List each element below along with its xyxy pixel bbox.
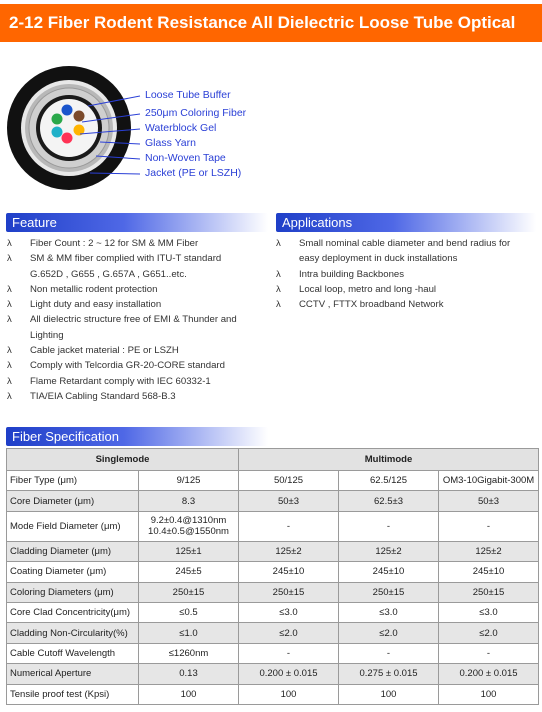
spec-cell: ≤2.0 xyxy=(239,623,339,643)
applications-item-text: Small nominal cable diameter and bend radius for xyxy=(299,238,511,249)
spec-cell: 50±3 xyxy=(239,491,339,511)
feature-list xyxy=(7,236,269,404)
spec-row xyxy=(7,491,539,511)
fiber-spec-heading: Fiber Specification xyxy=(6,427,268,446)
applications-item-text: CCTV , FTTX broadband Network xyxy=(299,299,444,311)
callout-loose-tube-buffer: Loose Tube Buffer xyxy=(145,89,231,101)
spec-cell: OM3-10Gigabit-300M xyxy=(439,471,539,491)
spec-row-label: Core Clad Concentricity(μm) xyxy=(7,602,139,622)
feature-item-text: Light duty and easy installation xyxy=(30,299,162,311)
feature-item-text: Non metallic rodent protection xyxy=(30,283,158,295)
fiber-icon xyxy=(52,114,63,125)
singlemode-header: Singlemode xyxy=(7,449,239,471)
applications-heading: Applications xyxy=(276,213,536,232)
spec-cell: - xyxy=(239,511,339,541)
spec-cell: 62.5/125 xyxy=(339,471,439,491)
feature-item xyxy=(7,236,269,251)
spec-cell: ≤2.0 xyxy=(339,623,439,643)
spec-row xyxy=(7,602,539,622)
spec-row-label: Tensile proof test (Kpsi) xyxy=(7,684,139,704)
spec-row-label: Cladding Diameter (μm) xyxy=(7,541,139,561)
spec-cell: 8.3 xyxy=(139,491,239,511)
spec-row xyxy=(7,582,539,602)
feature-item xyxy=(7,358,269,373)
spec-row xyxy=(7,623,539,643)
bullet-icon: λ xyxy=(7,375,12,387)
bullet-icon: λ xyxy=(7,253,12,265)
cable-diagram xyxy=(0,62,542,202)
spec-row xyxy=(7,643,539,663)
spec-row xyxy=(7,511,539,541)
feature-item xyxy=(7,389,269,404)
callout-glass-yarn: Glass Yarn xyxy=(145,137,196,149)
spec-row-label: Coloring Diameters (μm) xyxy=(7,582,139,602)
spec-cell: ≤3.0 xyxy=(239,602,339,622)
spec-cell: 250±15 xyxy=(339,582,439,602)
fiber-spec-table xyxy=(6,448,539,705)
spec-row xyxy=(7,562,539,582)
applications-item-text: Local loop, metro and long -haul xyxy=(299,283,437,295)
spec-cell: ≤1260nm xyxy=(139,643,239,663)
spec-cell: ≤3.0 xyxy=(339,602,439,622)
feature-item-text: Flame Retardant comply with IEC 60332-1 xyxy=(30,375,211,387)
feature-item-text: Lighting xyxy=(30,329,64,341)
spec-cell: 0.200 ± 0.015 xyxy=(439,664,539,684)
feature-item xyxy=(7,374,269,389)
spec-cell: - xyxy=(339,511,439,541)
spec-cell: 50±3 xyxy=(439,491,539,511)
spec-row xyxy=(7,684,539,704)
page-title: 2-12 Fiber Rodent Resistance All Dielectric Loose Tube Optical xyxy=(0,4,542,42)
spec-cell: 125±1 xyxy=(139,541,239,561)
spec-cell: 0.13 xyxy=(139,664,239,684)
bullet-icon: λ xyxy=(7,360,12,372)
bullet-icon: λ xyxy=(7,345,12,357)
spec-cell: ≤0.5 xyxy=(139,602,239,622)
fiber-icon xyxy=(62,133,73,144)
spec-cell: - xyxy=(439,643,539,663)
fiber-icon xyxy=(62,105,73,116)
spec-cell: 245±10 xyxy=(239,562,339,582)
spec-cell: 100 xyxy=(439,684,539,704)
feature-item xyxy=(7,312,269,343)
spec-cell: 0.275 ± 0.015 xyxy=(339,664,439,684)
spec-row xyxy=(7,664,539,684)
spec-cell: 9/125 xyxy=(139,471,239,491)
spec-row-label: Core Diameter (μm) xyxy=(7,491,139,511)
spec-cell: ≤2.0 xyxy=(439,623,539,643)
spec-cell: 50/125 xyxy=(239,471,339,491)
spec-cell: 245±10 xyxy=(439,562,539,582)
bullet-icon: λ xyxy=(7,299,12,311)
fiber-icon xyxy=(74,111,85,122)
spec-cell: 250±15 xyxy=(239,582,339,602)
spec-cell: 125±2 xyxy=(439,541,539,561)
spec-cell: 245±10 xyxy=(339,562,439,582)
bullet-icon: λ xyxy=(276,283,281,295)
feature-item-text: Comply with Telcordia GR-20-CORE standard xyxy=(30,360,225,372)
applications-item xyxy=(276,282,538,297)
fiber-icon xyxy=(52,127,63,138)
bullet-icon: λ xyxy=(276,268,281,280)
spec-cell: 125±2 xyxy=(339,541,439,561)
applications-item xyxy=(276,297,538,312)
applications-list xyxy=(276,236,538,312)
spec-cell: - xyxy=(339,643,439,663)
spec-row-label: Coating Diameter (μm) xyxy=(7,562,139,582)
feature-item-text: TIA/EIA Cabling Standard 568-B.3 xyxy=(30,390,176,402)
spec-row xyxy=(7,541,539,561)
spec-cell: ≤1.0 xyxy=(139,623,239,643)
feature-item xyxy=(7,297,269,312)
feature-item-text: Fiber Count : 2 ~ 12 for SM & MM Fiber xyxy=(30,238,199,249)
feature-heading: Feature xyxy=(6,213,268,232)
spec-header-row xyxy=(7,449,539,471)
spec-cell: - xyxy=(439,511,539,541)
bullet-icon: λ xyxy=(7,238,12,249)
feature-item-text: Cable jacket material : PE or LSZH xyxy=(30,345,179,357)
feature-item xyxy=(7,251,269,282)
callout-waterblock-gel: Waterblock Gel xyxy=(145,122,217,134)
spec-cell: 100 xyxy=(139,684,239,704)
bullet-icon: λ xyxy=(276,238,281,249)
feature-item-text: SM & MM fiber complied with ITU-T standard xyxy=(30,253,222,265)
spec-cell: 250±15 xyxy=(139,582,239,602)
callout-non-woven-tape: Non-Woven Tape xyxy=(145,152,226,164)
spec-cell: 62.5±3 xyxy=(339,491,439,511)
applications-item xyxy=(276,267,538,282)
callout-coloring-fiber: 250μm Coloring Fiber xyxy=(145,107,247,119)
applications-item xyxy=(276,236,538,267)
spec-cell: 100 xyxy=(239,684,339,704)
feature-item-text: G.652D , G655 , G.657A , G651..etc. xyxy=(30,268,187,280)
bullet-icon: λ xyxy=(7,283,12,295)
feature-item-text: All dielectric structure free of EMI & Thunder and xyxy=(30,314,237,326)
spec-cell: ≤3.0 xyxy=(439,602,539,622)
bullet-icon: λ xyxy=(7,314,12,326)
spec-row-label: Cladding Non-Circularity(%) xyxy=(7,623,139,643)
spec-row xyxy=(7,471,539,491)
cable-cross-section xyxy=(0,62,542,202)
spec-cell: 0.200 ± 0.015 xyxy=(239,664,339,684)
bullet-icon: λ xyxy=(7,390,12,402)
applications-item-text: Intra building Backbones xyxy=(299,268,405,280)
feature-item xyxy=(7,343,269,358)
multimode-header: Multimode xyxy=(239,449,539,471)
spec-row-label: Numerical Aperture xyxy=(7,664,139,684)
spec-cell: 250±15 xyxy=(439,582,539,602)
spec-cell: - xyxy=(239,643,339,663)
callout-jacket: Jacket (PE or LSZH) xyxy=(145,167,242,179)
spec-row-label: Mode Field Diameter (μm) xyxy=(7,511,139,541)
spec-row-label: Fiber Type (μm) xyxy=(7,471,139,491)
spec-cell: 125±2 xyxy=(239,541,339,561)
spec-row-label: Cable Cutoff Wavelength xyxy=(7,643,139,663)
feature-item xyxy=(7,282,269,297)
spec-cell: 245±5 xyxy=(139,562,239,582)
spec-cell: 100 xyxy=(339,684,439,704)
bullet-icon: λ xyxy=(276,299,281,311)
applications-item-text: easy deployment in duck installations xyxy=(299,253,458,265)
spec-cell: 9.2±0.4@1310nm 10.4±0.5@1550nm xyxy=(139,511,239,541)
